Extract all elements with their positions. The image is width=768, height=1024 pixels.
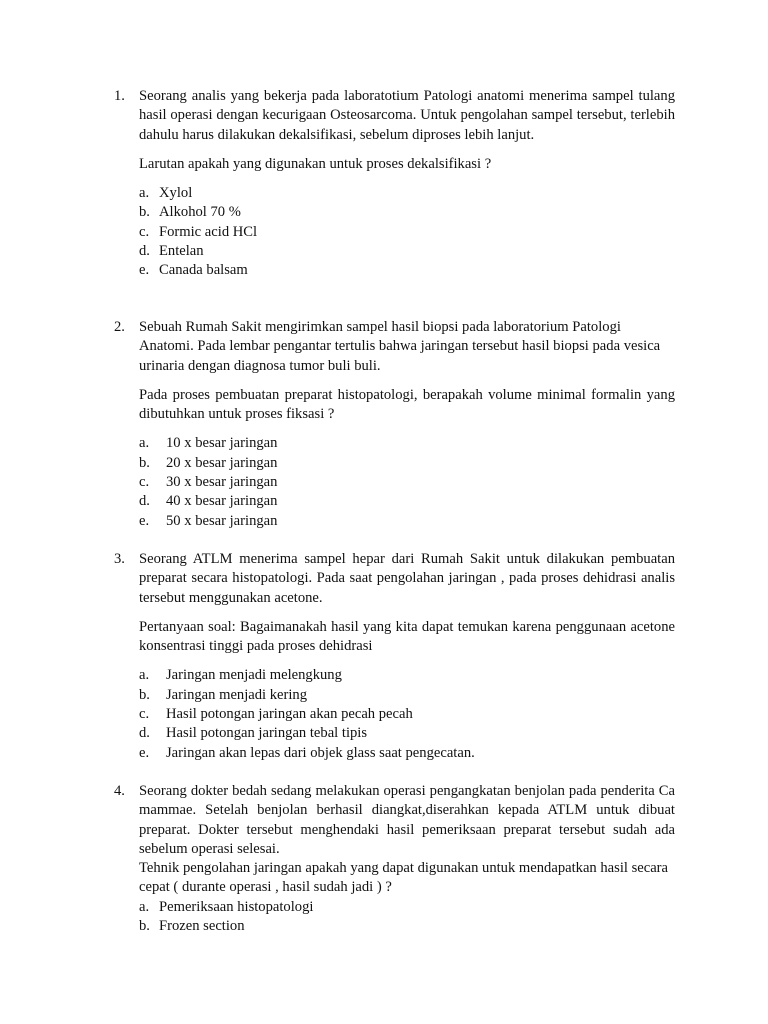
question-3 xyxy=(114,550,675,763)
option-e xyxy=(139,512,675,531)
option-label: d. xyxy=(139,493,150,510)
question-body xyxy=(139,782,675,936)
option-text: Entelan xyxy=(159,243,204,260)
question-stem: Sebuah Rumah Sakit mengirimkan sampel hasil biopsi pada laboratorium Patologi Anatomi. Pada lembar pengantar tertulis bahwa jaringan tersebut hasil biopsi pada vesica urinaria dengan diagnosa tumor buli buli. xyxy=(139,319,661,374)
option-label: d. xyxy=(139,243,150,260)
question-stem: Seorang dokter bedah sedang melakukan operasi pengangkatan benjolan pada penderita Ca mammae. Setelah benjolan berhasil diangkat,diserahkan kepada ATLM untuk dibuat preparat. Dokter tersebut menghendaki hasil pemeriksaan preparat tersebut sudah ada sebelum operasi selesai. xyxy=(139,783,675,857)
question-body xyxy=(139,318,675,531)
option-c xyxy=(139,223,675,242)
option-a xyxy=(139,434,675,453)
option-a xyxy=(139,898,675,917)
option-b xyxy=(139,454,675,473)
question-prompt: Larutan apakah yang digunakan untuk proses dekalsifikasi ? xyxy=(139,155,492,172)
option-list xyxy=(139,434,675,530)
option-text: Hasil potongan jaringan akan pecah pecah xyxy=(166,706,413,723)
option-d xyxy=(139,242,675,261)
option-text: 50 x besar jaringan xyxy=(166,512,278,529)
question-number: 1. xyxy=(114,88,125,104)
question-stem: Seorang analis yang bekerja pada laboratotium Patologi anatomi menerima sampel tulang hasil operasi dengan kecurigaan Osteosarcoma. Untuk pengolahan sampel tersebut, terlebih dahulu harus dilakukan dekalsifikasi, sebelum diproses lebih lanjut. xyxy=(139,88,675,143)
option-e xyxy=(139,744,675,763)
option-b xyxy=(139,203,675,222)
option-b xyxy=(139,917,675,936)
option-text: Jaringan menjadi melengkung xyxy=(166,667,342,684)
question-number: 3. xyxy=(114,551,125,567)
option-label: a. xyxy=(139,435,150,452)
option-label: b. xyxy=(139,204,150,221)
question-1 xyxy=(114,87,675,281)
question-body xyxy=(139,550,675,763)
question-4 xyxy=(114,782,675,936)
option-c xyxy=(139,473,675,492)
option-text: Jaringan akan lepas dari objek glass saat pengecatan. xyxy=(166,744,475,761)
option-list xyxy=(139,184,675,280)
option-label: c. xyxy=(139,474,150,491)
option-label: a. xyxy=(139,898,150,915)
option-text: Pemeriksaan histopatologi xyxy=(159,898,314,915)
option-label: a. xyxy=(139,185,150,202)
option-e xyxy=(139,261,675,280)
option-text: 40 x besar jaringan xyxy=(166,493,278,510)
option-text: 10 x besar jaringan xyxy=(166,435,278,452)
option-label: b. xyxy=(139,686,150,703)
question-prompt: Pertanyaan soal: Bagaimanakah hasil yang kita dapat temukan karena penggunaan acetone konsentrasi tinggi pada proses dehidrasi xyxy=(139,618,675,655)
option-b xyxy=(139,686,675,705)
option-a xyxy=(139,184,675,203)
option-label: d. xyxy=(139,725,150,742)
option-text: Canada balsam xyxy=(159,262,248,279)
question-2 xyxy=(114,318,675,531)
option-label: e. xyxy=(139,262,150,279)
question-prompt: Tehnik pengolahan jaringan apakah yang dapat digunakan untuk mendapatkan hasil secara cepat ( durante operasi , hasil sudah jadi ) ? xyxy=(139,860,669,896)
option-text: 30 x besar jaringan xyxy=(166,474,278,491)
option-text: 20 x besar jaringan xyxy=(166,454,278,471)
option-label: b. xyxy=(139,454,150,471)
question-prompt: Pada proses pembuatan preparat histopatologi, berapakah volume minimal formalin yang dibutuhkan untuk proses fiksasi ? xyxy=(139,386,675,423)
option-d xyxy=(139,724,675,743)
option-text: Alkohol 70 % xyxy=(159,204,241,221)
option-label: c. xyxy=(139,706,150,723)
option-d xyxy=(139,492,675,511)
option-label: a. xyxy=(139,667,150,684)
option-text: Formic acid HCl xyxy=(159,223,258,240)
question-body xyxy=(139,87,675,281)
option-text: Jaringan menjadi kering xyxy=(166,686,308,703)
option-label: e. xyxy=(139,744,150,761)
question-stem: Seorang ATLM menerima sampel hepar dari Rumah Sakit untuk dilakukan pembuatan preparat secara histopatologi. Pada saat pengolahan jaringan , pada proses dehidrasi analis tersebut menggunakan acetone. xyxy=(139,551,675,606)
option-text: Hasil potongan jaringan tebal tipis xyxy=(166,725,368,742)
option-list xyxy=(139,666,675,762)
option-label: b. xyxy=(139,918,150,935)
option-a xyxy=(139,666,675,685)
option-label: e. xyxy=(139,512,150,529)
option-text: Frozen section xyxy=(159,918,245,935)
question-number: 4. xyxy=(114,783,125,799)
question-number: 2. xyxy=(114,319,125,335)
option-text: Xylol xyxy=(159,185,193,202)
option-label: c. xyxy=(139,223,150,240)
option-list xyxy=(139,898,675,937)
option-c xyxy=(139,705,675,724)
